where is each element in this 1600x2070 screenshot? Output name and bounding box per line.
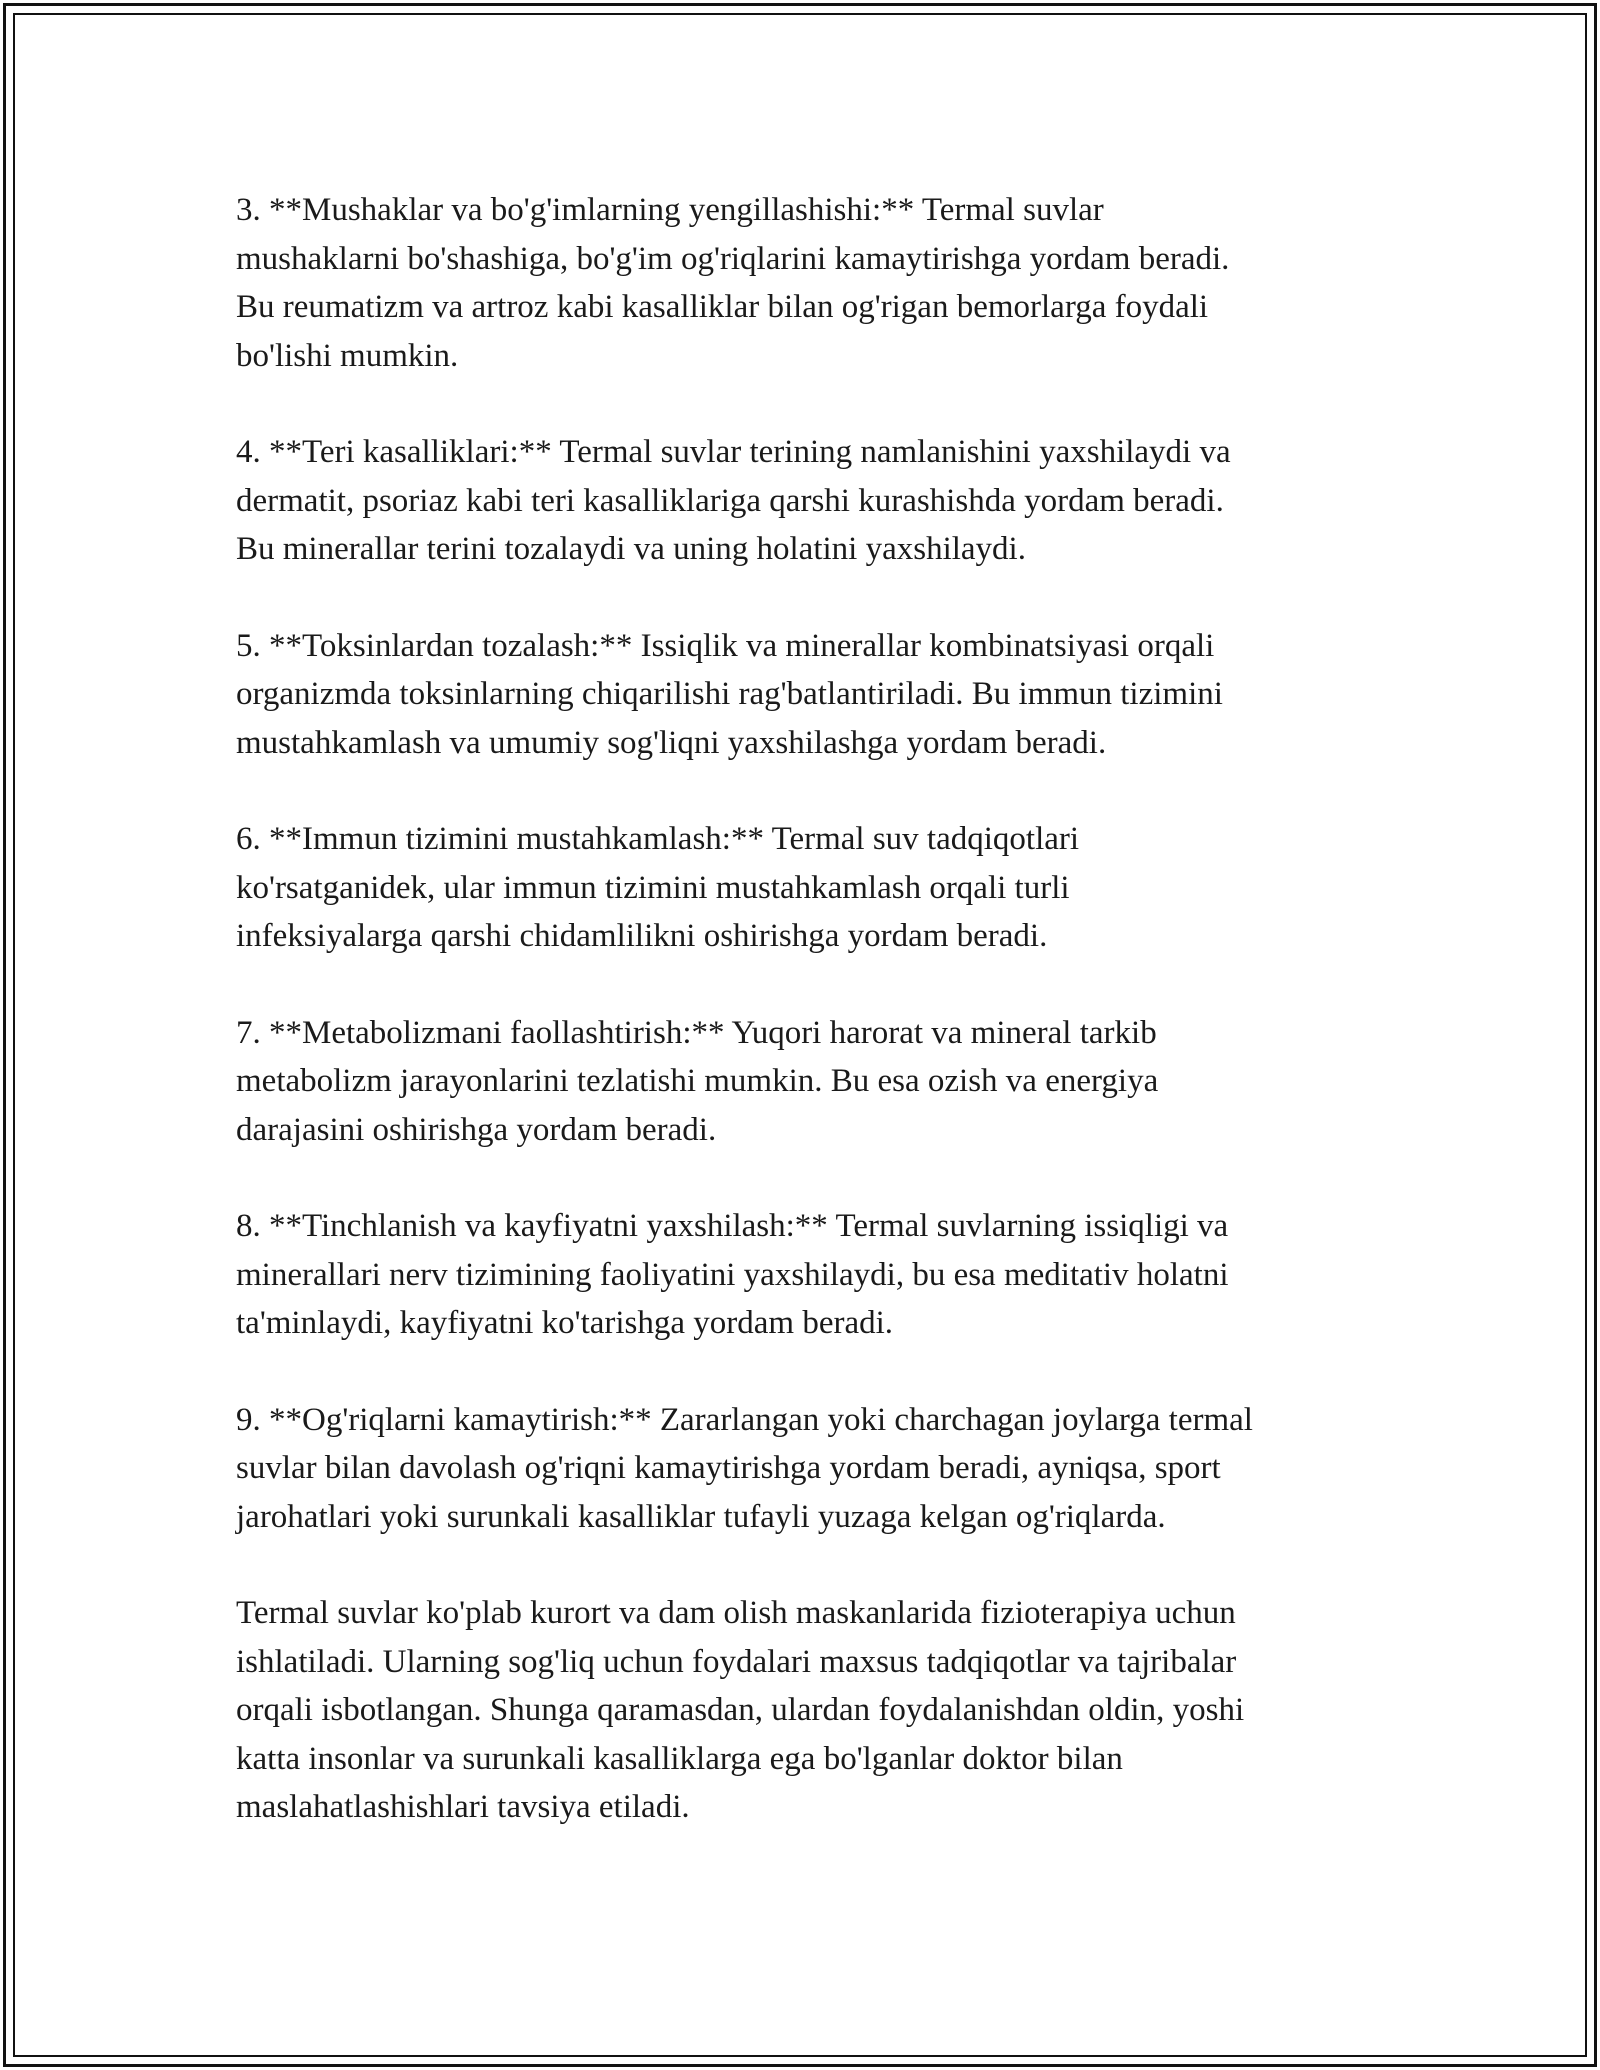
paragraph-pain-reduction: 9. **Og'riqlarni kamaytirish:** Zararlangan yoki charchagan joylarga termal suvlar bilan davolash og'riqni kamaytirishga yordam beradi, ayniqsa, sport jarohatlari yoki surunkali kasalliklar tufayli yuzaga kelgan og'riqlarda. xyxy=(236,1401,1253,1535)
paragraph-metabolism: 7. **Metabolizmani faollashtirish:** Yuqori harorat va mineral tarkib metabolizm jarayonlarini tezlatishi mumkin. Bu esa ozish va energiya darajasini oshirishga yordam beradi. xyxy=(236,1014,1159,1148)
paragraph-conclusion: Termal suvlar ko'plab kurort va dam olish maskanlarida fizioterapiya uchun ishlatiladi. Ularning sog'liq uchun foydalari maxsus tadqiqotlar va tajribalar orqali isbotlangan. Shunga qaramasdan, ulardan foydalanishdan oldin, yoshi katta insonlar va surunkali kasalliklarga ega bo'lganlar doktor bilan maslahatlashishlari tavsiya etiladi. xyxy=(236,1595,1245,1825)
paragraph-immune-system: 6. **Immun tizimini mustahkamlash:** Termal suv tadqiqotlari ko'rsatganidek, ular immun tizimini mustahkamlash orqali turli infeksiyalarga qarshi chidamlilikni oshirishga yordam beradi. xyxy=(236,821,1080,954)
paragraph-skin-diseases: 4. **Teri kasalliklari:** Termal suvlar terining namlanishini yaxshilaydi va dermatit, psoriaz kabi teri kasalliklariga qarshi kurashishda yordam beradi. Bu minerallar terini tozalaydi va uning holatini yaxshilaydi. xyxy=(236,434,1231,567)
paragraph-toxin-cleansing: 5. **Toksinlardan tozalash:** Issiqlik va minerallar kombinatsiyasi orqali organizmda toksinlarning chiqarilishi rag'batlantiriladi. Bu immun tizimini mustahkamlash va umumiy sog'liqni yaxshilashga yordam beradi. xyxy=(236,627,1223,761)
paragraph-relaxation-mood: 8. **Tinchlanish va kayfiyatni yaxshilash:** Termal suvlarning issiqligi va minerallari nerv tizimining faoliyatini yaxshilaydi, bu esa meditativ holatni ta'minlaydi, kayfiyatni ko'tarishga yordam beradi. xyxy=(236,1208,1229,1341)
paragraph-muscles-joints: 3. **Mushaklar va bo'g'imlarning yengillashishi:** Termal suvlar mushaklarni bo'shashiga, bo'g'im og'riqlarini kamaytirishga yordam beradi. Bu reumatizm va artroz kabi kasalliklar bilan og'rigan bemorlarga foydali bo'lishi mumkin. xyxy=(236,192,1230,374)
document-body xyxy=(236,186,1376,1880)
